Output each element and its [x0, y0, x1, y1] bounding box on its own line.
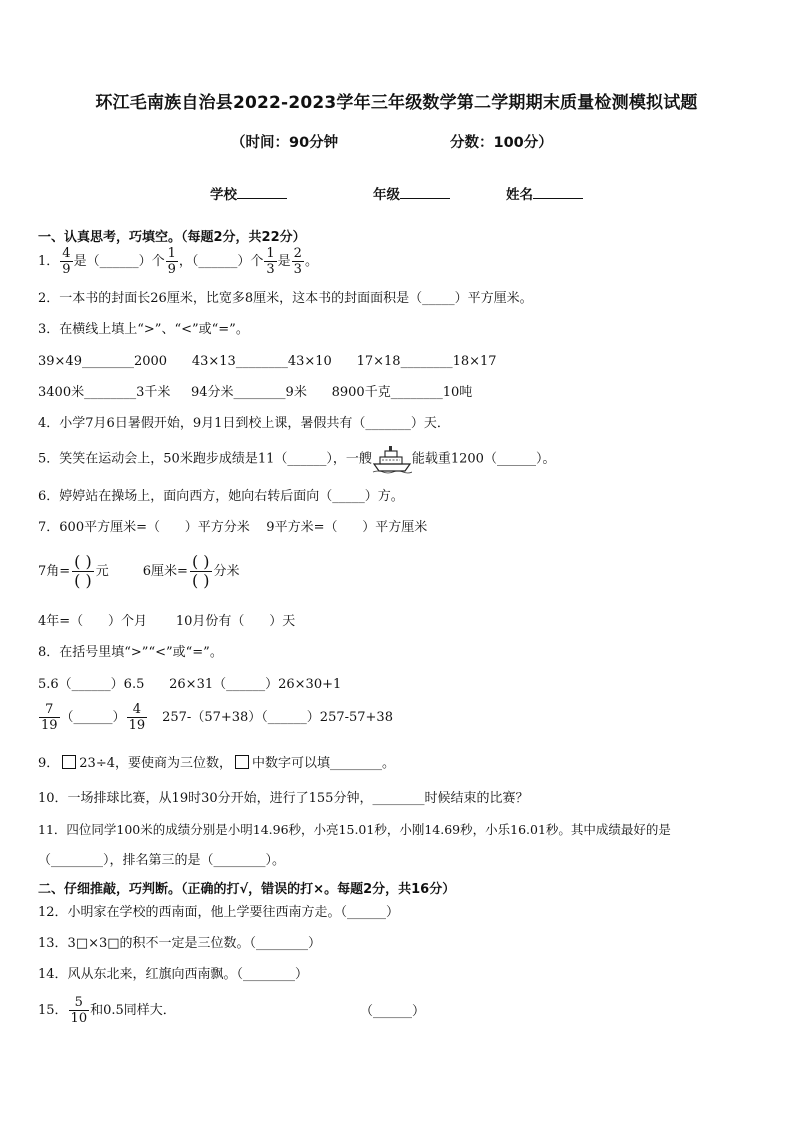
- section-2-heading: 二、仔细推敲，巧判断。（正确的打√，错误的打×。每题2分，共16分）: [38, 882, 456, 897]
- question-14: 14．风从东北来，红旗向西南飘。（________）: [38, 967, 309, 982]
- fraction: $\frac{7}{19}$: [41, 702, 58, 733]
- blank-fraction: ( ) ( ): [74, 552, 92, 590]
- question-9: 9． 23÷4，要使商为三位数， 中数字可以填________。: [38, 756, 396, 771]
- question-1: 1． $\frac{4}{9}$ 是（______）个 $\frac{1}{9}$ ，（______）个 $\frac{1}{3}$ 是 $\frac{2}{3}$ 。: [38, 246, 318, 277]
- fraction: $\frac{2}{3}$: [293, 246, 302, 277]
- school-label: 学校: [210, 187, 237, 203]
- question-5: 5．笑笑在运动会上，50米跑步成绩是11（______），一艘 能载重1200（______）。: [38, 444, 555, 475]
- question-13: 13．3□×3□的积不一定是三位数。（________）: [38, 936, 322, 951]
- fraction: $\frac{5}{10}$: [70, 995, 88, 1026]
- question-10: 10．一场排球比赛，从19时30分开始，进行了155分钟，________时候结束的比赛？: [38, 791, 529, 806]
- school-field[interactable]: [210, 183, 287, 203]
- question-11-line-2: （________），排名第三的是（________）。: [38, 853, 286, 868]
- blank-box: [235, 755, 249, 769]
- question-4: 4．小学7月6日暑假开始，9月1日到校上课，暑假共有（_______）天．: [38, 416, 450, 431]
- question-8-row-2: $\frac{7}{19}$ （______） $\frac{4}{19}$ 257-（57+38）（______）257-57+38: [41, 702, 393, 733]
- fraction: $\frac{1}{9}$: [167, 246, 176, 277]
- page-title: 环江毛南族自治县2022-2023学年三年级数学第二学期期末质量检测模拟试题: [95, 93, 698, 113]
- blank-box: [62, 755, 76, 769]
- question-15: 15． $\frac{5}{10}$ 和0.5同样大．: [38, 995, 176, 1026]
- question-15-answer-blank[interactable]: （______）: [360, 1004, 426, 1019]
- fraction: $\frac{4}{19}$: [128, 702, 146, 733]
- question-3: 3．在横线上填上“>”、“<”或“=”。: [38, 322, 249, 337]
- question-2: 2．一本书的封面长26厘米，比宽多8厘米，这本书的封面面积是（_____）平方厘米。: [38, 291, 533, 306]
- question-7-conversions: 7角= ( ) ( ) 元 6厘米= ( ) ( ) 分米: [38, 552, 240, 590]
- blank-fraction: ( ) ( ): [191, 552, 210, 590]
- question-6: 6．婷婷站在操场上，面向西方，她向右转后面向（_____）方。: [38, 489, 404, 504]
- fraction: $\frac{1}{3}$: [266, 246, 275, 277]
- section-1-heading: 一、认真思考，巧填空。（每题2分，共22分）: [38, 230, 306, 245]
- question-3-row-2: 3400米________3千米 94分米________9米 8900千克________10吨: [38, 385, 473, 400]
- name-field[interactable]: [506, 183, 583, 203]
- question-8-row-1: 5.6（______）6.5 26×31（______）26×30+1: [38, 677, 342, 692]
- ship-icon: [372, 444, 412, 474]
- question-7-row-3: 4年=（ ）个月 10月份有（ ）天: [38, 614, 296, 629]
- fraction: $\frac{4}{9}$: [62, 246, 71, 277]
- exam-time: （时间：90分钟: [231, 135, 339, 151]
- question-11-line-1: 11．四位同学100米的成绩分别是小明14.96秒，小亮15.01秒，小刚14.69秒，小乐16.01秒。其中成绩最好的是: [38, 822, 671, 837]
- question-12: 12．小明家在学校的西南面，他上学要往西南方走。（______）: [38, 905, 400, 920]
- exam-score: 分数：100分）: [450, 135, 553, 151]
- question-3-row-1: 39×49________2000 43×13________43×10 17×18________18×17: [38, 354, 497, 369]
- grade-field[interactable]: [373, 183, 450, 203]
- grade-label: 年级: [373, 187, 400, 203]
- name-label: 姓名: [506, 187, 533, 203]
- question-8: 8．在括号里填“>”“<”或“=”。: [38, 645, 223, 660]
- question-7: 7．600平方厘米=（ ）平方分米 9平方米=（ ）平方厘米: [38, 520, 428, 535]
